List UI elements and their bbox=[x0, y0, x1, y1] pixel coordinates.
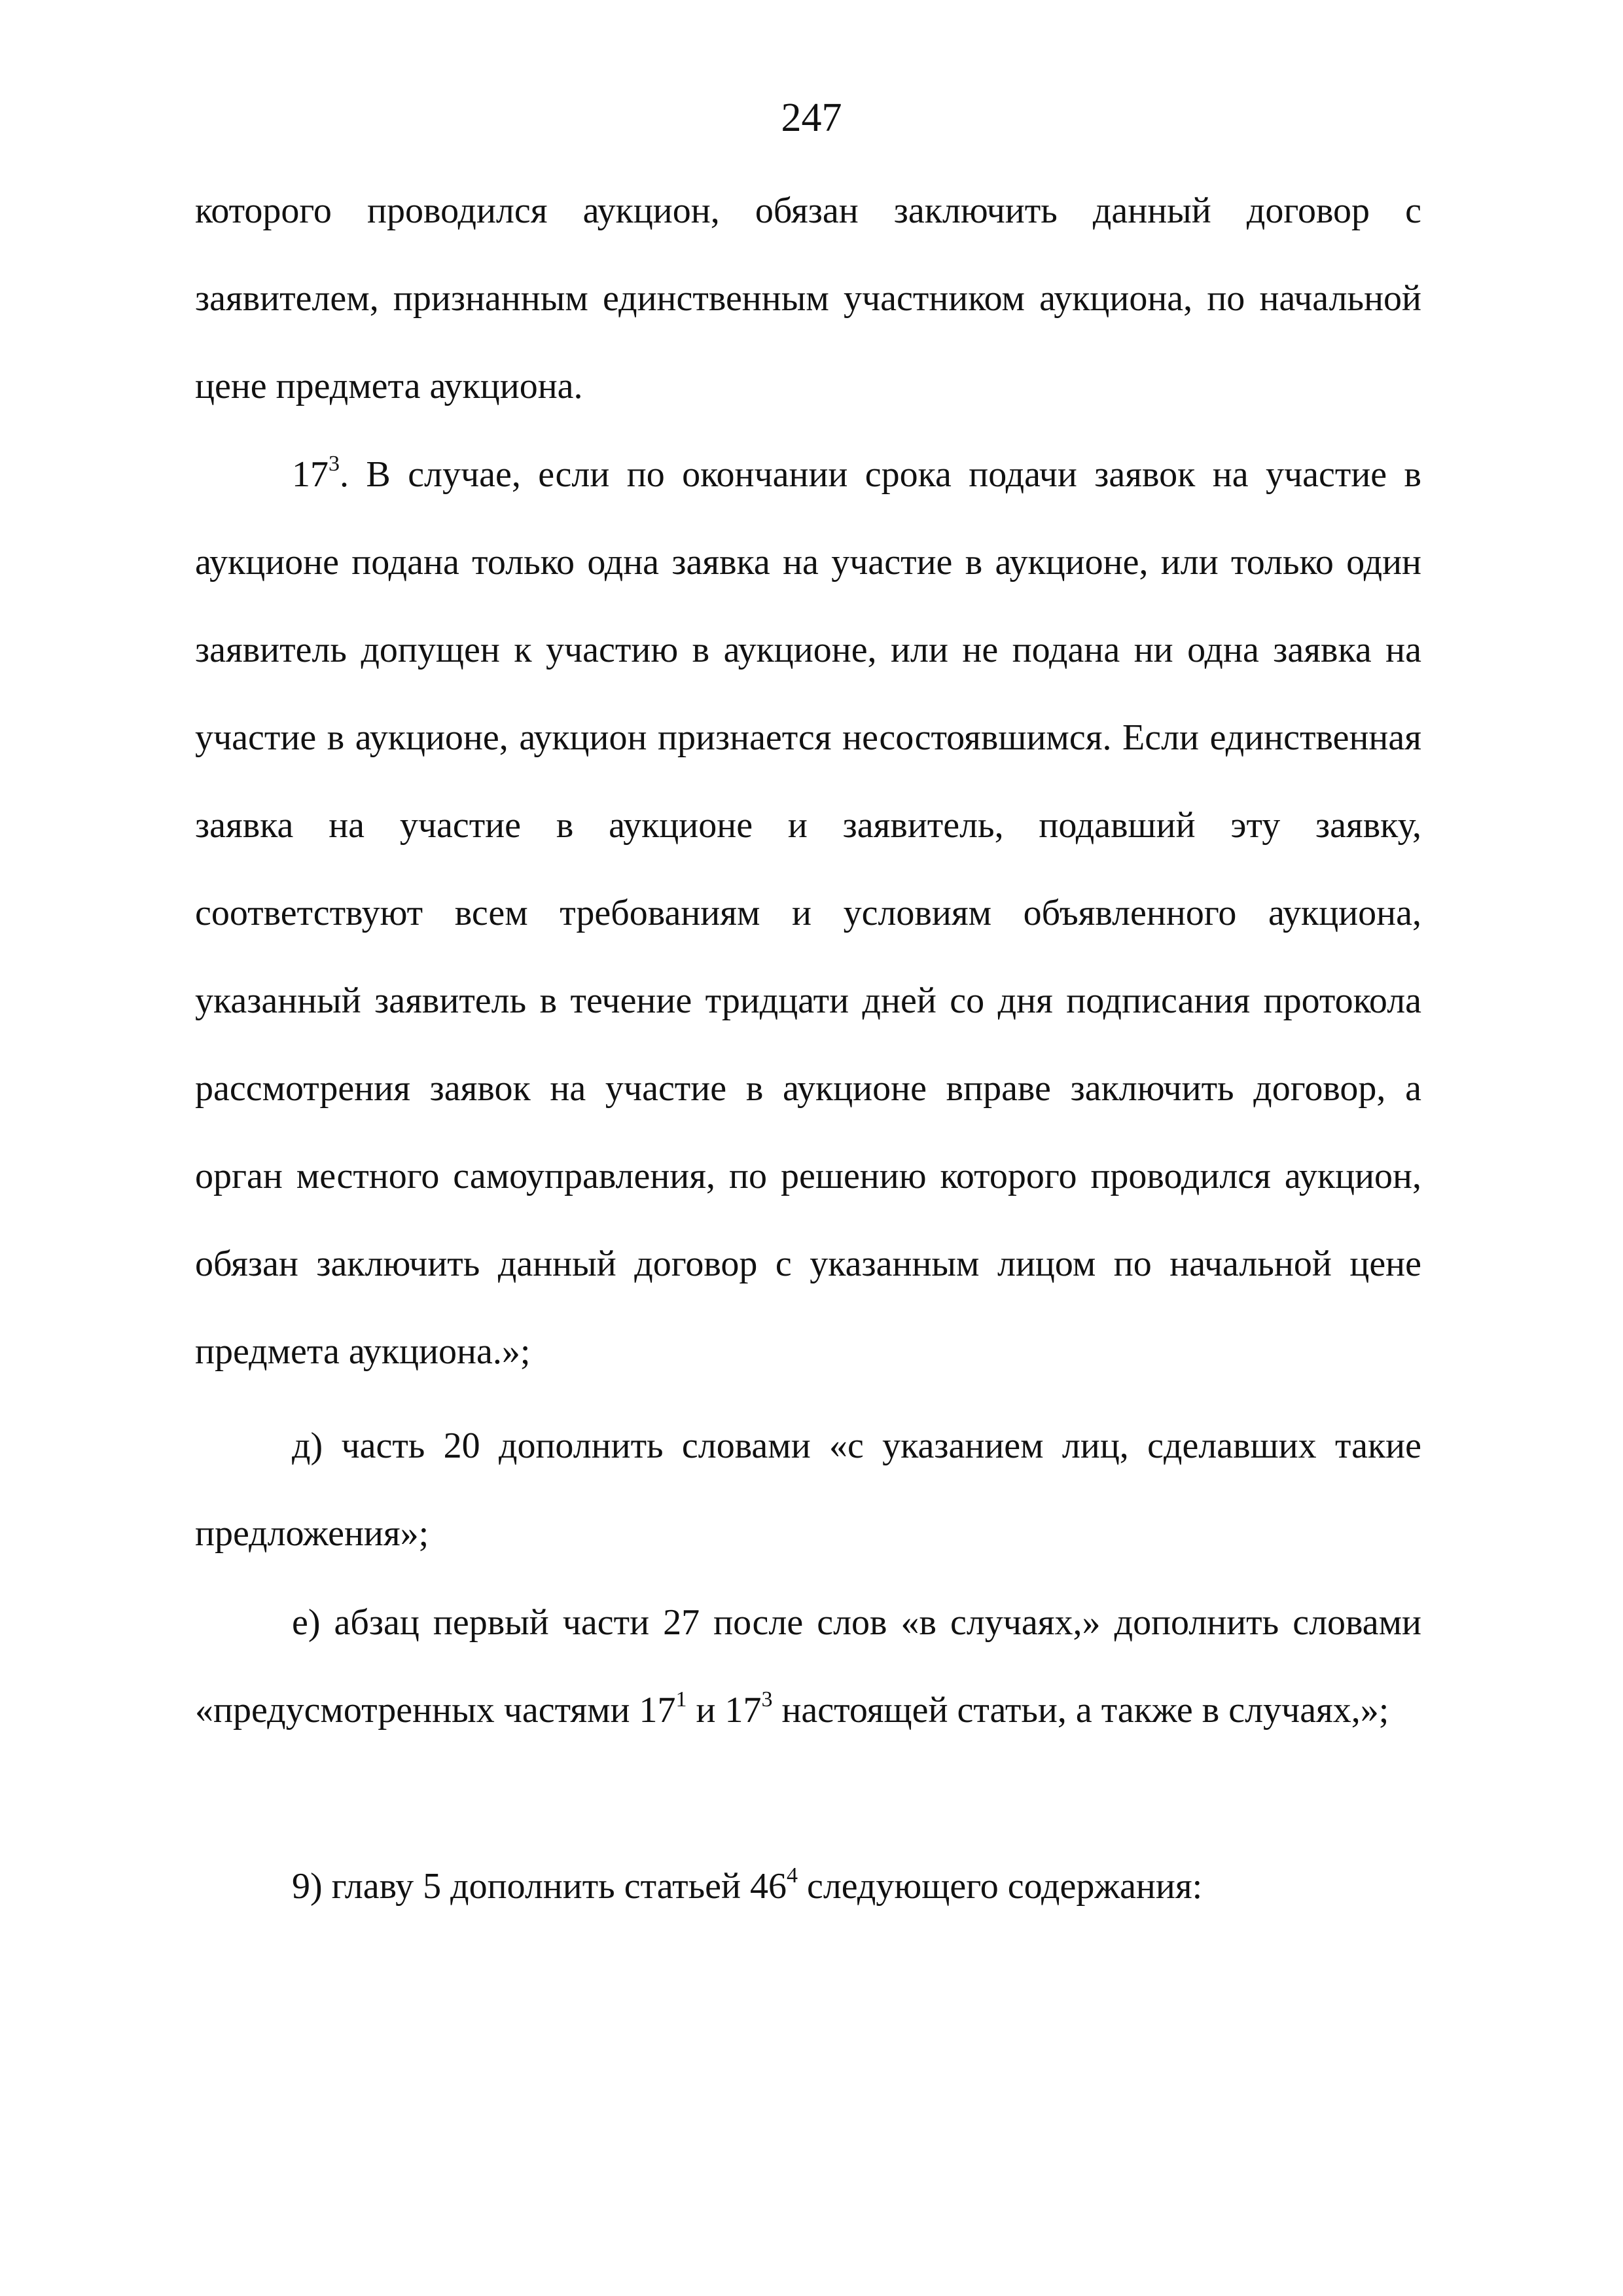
superscript-1: 1 bbox=[675, 1687, 687, 1712]
paragraph-d bbox=[195, 1402, 1421, 1577]
paragraph-9-text-b: следующего содержания: bbox=[797, 1866, 1203, 1907]
paragraph-9 bbox=[195, 1842, 1421, 1930]
superscript-3: 3 bbox=[761, 1687, 773, 1712]
paragraph-d-text: д) часть 20 дополнить словами «с указанием лиц, сделавших такие предложения»; bbox=[195, 1426, 1421, 1554]
clause-number: 17 bbox=[292, 454, 329, 495]
paragraph-e-text-a: е) абзац первый части 27 после слов «в случаях,» дополнить словами «предусмотренных частями 17 bbox=[195, 1602, 1421, 1731]
paragraph-e bbox=[195, 1579, 1421, 1754]
paragraph-17-3 bbox=[195, 431, 1421, 1395]
page-number: 247 bbox=[781, 96, 842, 140]
clause-superscript: 3 bbox=[329, 452, 340, 476]
superscript-4: 4 bbox=[786, 1863, 798, 1888]
clause-text: . В случае, если по окончании срока подачи заявок на участие в аукционе подана только одна заявка на участие в аукционе, или только один заявитель допущен к участию в аукционе, или не подана ни одна заявка на участие в аукционе, аукцион признается несостоявшимся. Если единственная заявка на участие в аукционе и заявитель, подавший эту заявку, соответствуют всем требованиям и условиям объявленного аукциона, указанный заявитель в течение тридцати дней со дня подписания протокола рассмотрения заявок на участие в аукционе вправе заключить договор, а орган местного самоуправления, по решению которого проводился аукцион, обязан заключить данный договор с указанным лицом по начальной цене предмета аукциона.»; bbox=[195, 454, 1421, 1372]
paragraph-e-text-b: и 17 bbox=[687, 1690, 762, 1731]
paragraph-e-text-c: настоящей статьи, а также в случаях,»; bbox=[772, 1690, 1389, 1731]
paragraph-1: которого проводился аукцион, обязан заключить данный договор с заявителем, признанным единственным участником аукциона, по начальной цене предмета аукциона. bbox=[195, 190, 1421, 406]
paragraph-9-text-a: 9) главу 5 дополнить статьей 46 bbox=[292, 1866, 787, 1907]
paragraph-continuation bbox=[195, 167, 1421, 430]
